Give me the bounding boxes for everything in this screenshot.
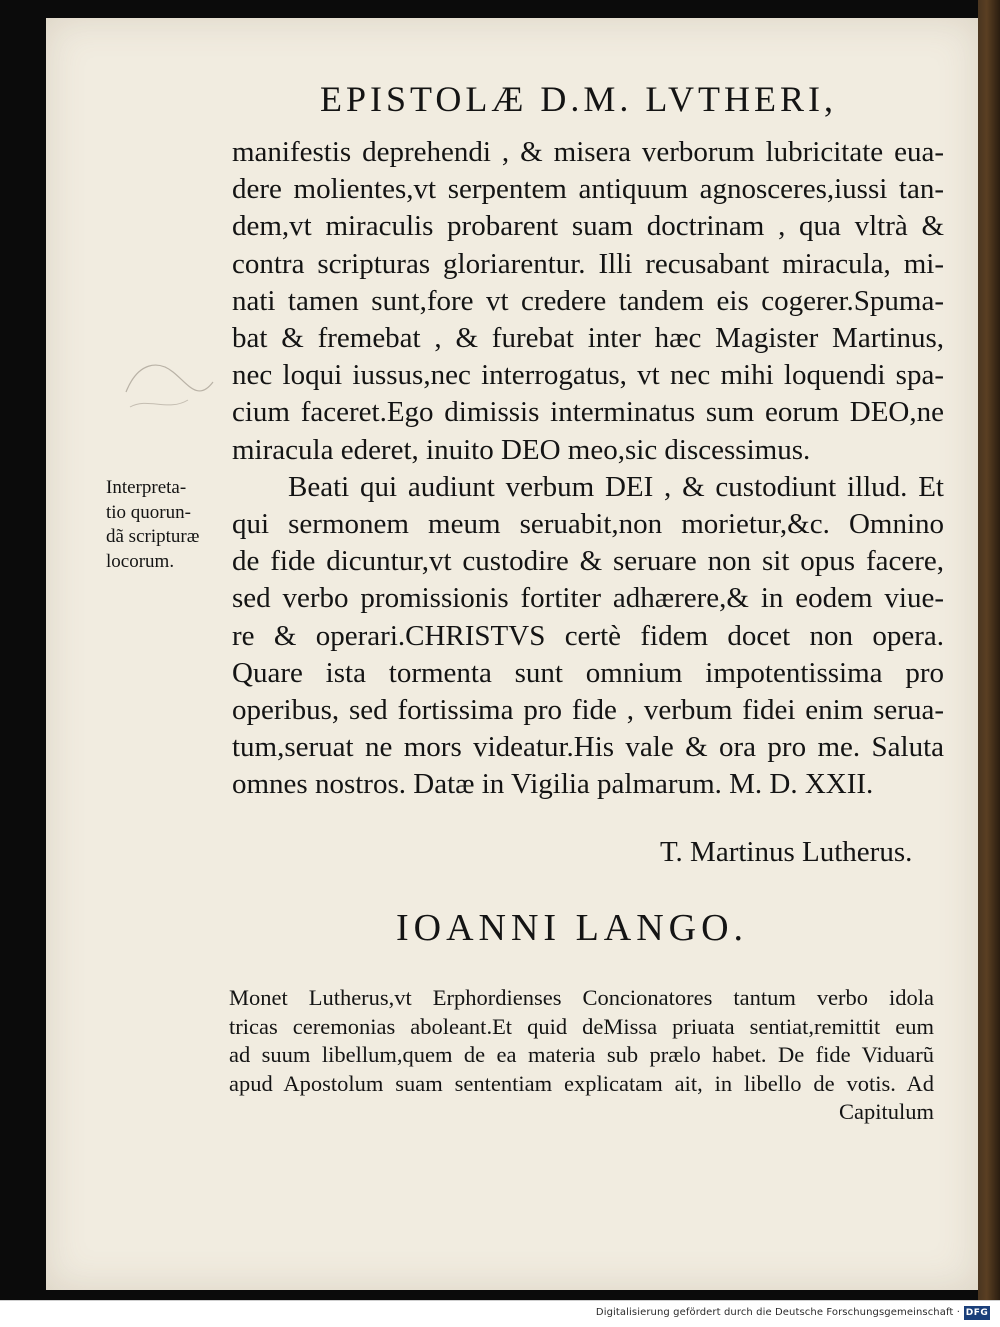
body-line: contra scripturas gloriarentur. Illi recusabant miracula, mi- — [232, 247, 944, 280]
margin-note-line: Interpreta- — [106, 477, 187, 498]
letter-summary — [229, 984, 934, 1127]
catchword: Capitulum — [839, 1099, 934, 1124]
body-text — [232, 134, 944, 804]
body-line: miracula ederet, inuito DEO meo,sic discessimus. — [232, 433, 811, 466]
body-line: operibus, sed fortissima pro fide , verbum fidei enim serua- — [232, 694, 944, 727]
dfg-logo: DFG — [965, 1308, 989, 1318]
body-line: dem,vt miraculis probarent suam doctrinam , qua vltrà & — [232, 210, 944, 243]
body-line: re & operari.CHRISTVS certè fidem docet non opera. — [232, 619, 944, 652]
summary-line: Monet Lutherus,vt Erphordienses Concionatores tantum verbo idola — [229, 985, 934, 1010]
margin-note — [106, 476, 234, 574]
body-line: sed verbo promissionis fortiter adhærere,& in eodem viue- — [232, 582, 944, 615]
margin-note-line: locorum. — [106, 550, 175, 572]
summary-line: ad suum libellum,quem de ea materia sub prælo habet. De fide Viduarũ — [229, 1042, 934, 1067]
pencil-mark — [118, 352, 218, 422]
signature: T. Martinus Lutherus. — [660, 836, 913, 868]
body-line: Beati qui audiunt verbum DEI , & custodiunt illud. Et — [288, 470, 944, 503]
summary-line: apud Apostolum suam sententiam explicatam ait, in libello de votis. Ad — [229, 1070, 934, 1096]
body-line: dere molientes,vt serpentem antiquum agnosceres,iussi tan- — [232, 173, 944, 206]
summary-line: tricas ceremonias aboleant.Et quid deMissa priuata sentiat,remittit eum — [229, 1013, 934, 1039]
body-line: qui sermonem meum seruabit,non morietur,&c. Omnino — [232, 508, 944, 541]
body-line: omnes nostros. Datæ in Vigilia palmarum. M. D. XXII. — [232, 768, 874, 801]
margin-note-line: tio quorun- — [106, 501, 191, 523]
body-line: de fide dicuntur,vt custodire & seruare non sit opus facere, — [232, 545, 944, 578]
body-line: Quare ista tormenta sunt omnium impotentissima pro — [232, 656, 944, 689]
book-edge — [978, 0, 1000, 1300]
footer-credit: Digitalisierung gefördert durch die Deutsche Forschungsgemeinschaft · — [595, 1307, 960, 1318]
running-head: EPISTOLÆ D.M. LVTHERI, — [320, 79, 838, 119]
footer-bar — [0, 1300, 1000, 1327]
body-line: nati tamen sunt,fore vt credere tandem eis cogerer.Spuma- — [232, 284, 944, 317]
body-line: tum,seruat ne mors videatur.His vale & ora pro me. Saluta — [232, 731, 944, 764]
body-line: cium faceret.Ego dimissis interminatus sum eorum DEO,ne — [232, 396, 944, 429]
body-line: manifestis deprehendi , & misera verborum lubricitate eua- — [232, 136, 944, 168]
body-line: bat & fremebat , & furebat inter hæc Magister Martinus, — [232, 322, 944, 355]
body-line: nec loqui iussus,nec interrogatus, vt nec mihi loquendi spa- — [232, 359, 944, 392]
letter-heading: IOANNI LANGO. — [396, 907, 749, 949]
margin-note-line: dã scripturæ — [106, 526, 200, 547]
